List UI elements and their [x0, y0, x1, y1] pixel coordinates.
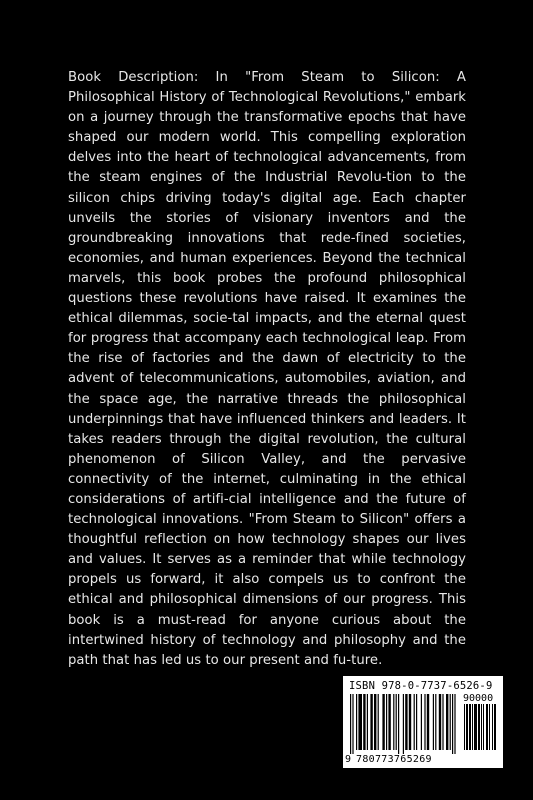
barcode-bar: [450, 694, 451, 750]
barcode-bar: [398, 694, 399, 754]
barcode-bar: [358, 694, 362, 750]
barcode-bar: [472, 704, 473, 750]
barcode-bar: [442, 694, 443, 750]
barcode-bar: [405, 694, 407, 750]
ean-number: 780773765269: [356, 754, 432, 765]
barcode-bar: [433, 694, 434, 750]
barcode-bar: [363, 694, 365, 750]
isbn-label: ISBN 978-0-7737-6526-9: [349, 680, 493, 692]
barcode-bar: [492, 704, 493, 750]
barcode-bar: [388, 694, 390, 750]
barcode-bar: [424, 694, 425, 750]
barcode-bar: [489, 704, 490, 750]
barcode-bar: [378, 694, 379, 750]
isbn-barcode: [343, 676, 503, 768]
barcode-bar: [454, 694, 455, 754]
barcode-bar: [350, 694, 351, 754]
barcode-bar: [414, 694, 415, 750]
barcode-bar: [469, 704, 471, 750]
ean-lead-digit: 9: [345, 754, 352, 765]
barcode-bar: [374, 694, 376, 750]
book-description: Book Description: In "From Steam to Silicon: A Philosophical History of Technological Revolutions," embark on a journey through the transformative epochs that have shaped our modern world. This compelling exploration delves into the heart of technological advancements, from the steam engines of the Industrial Revolu-tion to the silicon chips driving today's digital age. Each chapter unveils the stories of visionary inventors and the groundbreaking innovations that rede-fined societies, economies, and human experiences. Beyond the technical marvels, this book probes the profound philosophical questions these revolutions have raised. It examines the ethical dilemmas, socie-tal impacts, and the eternal quest for progress that accompany each technological leap. From the rise of factories and the dawn of electricity to the advent of telecommunications, automobiles, aviation, and the space age, the narrative threads the philosophical underpinnings that have influenced thinkers and leaders. It takes readers through the digital revolution, the cultural phenomenon of Silicon Valley, and the pervasive connectivity of the internet, culminating in the ethical considerations of artifi-cial intelligence and the future of technological innovations. "From Steam to Silicon" offers a thoughtful reflection on how technology shapes our lives and values. It serves as a reminder that while technology propels us forward, it also compels us to confront the ethical and philosophical dimensions of our progress. This book is a must-read for anyone curious about the intertwined history of technology and philosophy and the path that has led us to our present and fu-ture.: [68, 70, 466, 668]
barcode-bar: [370, 694, 372, 750]
barcode-bar: [483, 704, 484, 750]
barcode-bar: [486, 704, 488, 750]
barcode-bar: [464, 704, 465, 750]
barcode-bar: [367, 694, 368, 750]
barcode-bar: [382, 694, 384, 750]
barcode-bar: [494, 704, 496, 750]
barcode-bar: [427, 694, 429, 750]
barcode-bar: [452, 694, 453, 754]
barcode-bar: [435, 694, 436, 750]
barcode-bar: [356, 694, 357, 750]
barcode-bar: [396, 694, 397, 750]
addon-barcode-bars: [464, 704, 498, 754]
barcode-bar: [474, 704, 477, 750]
barcode-bar: [421, 694, 422, 750]
barcode-bar: [439, 694, 441, 750]
barcode-bar: [393, 694, 394, 750]
barcode-bar: [403, 694, 404, 754]
barcode-bar: [386, 694, 387, 750]
barcode-bar: [352, 694, 353, 754]
barcode-bar: [478, 704, 480, 750]
barcode-bar: [481, 704, 482, 750]
barcode-bar: [446, 694, 448, 750]
barcode-bar: [466, 704, 468, 750]
ean-barcode-bars: [350, 694, 460, 756]
barcode-bar: [416, 694, 417, 750]
barcode-bar: [409, 694, 411, 750]
barcode-addon-digits: 90000: [463, 693, 494, 704]
